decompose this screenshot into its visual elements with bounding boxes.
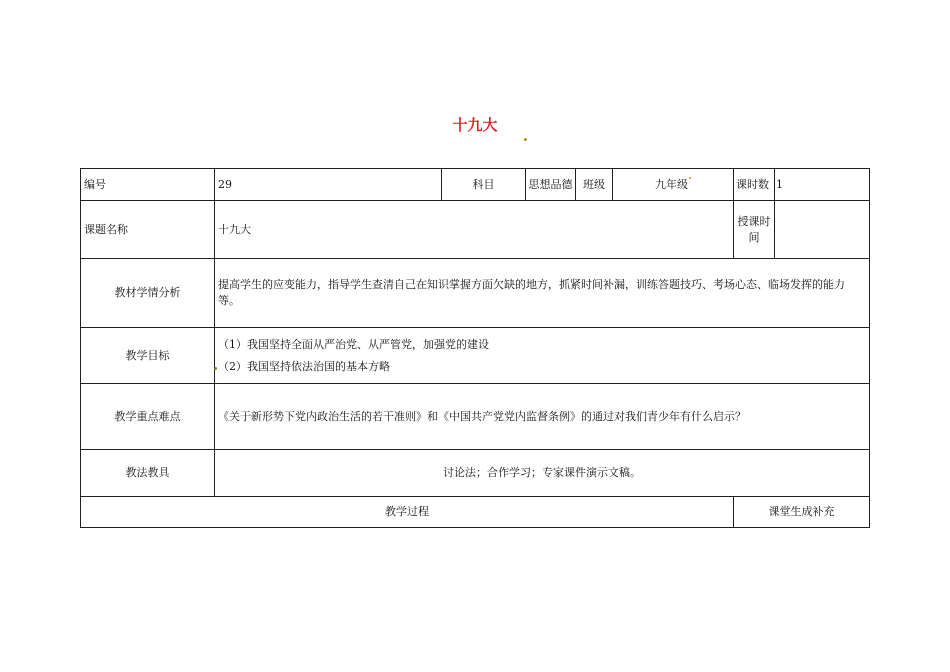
table-row (81, 497, 870, 528)
time-value (775, 201, 870, 259)
supplement-label: 课堂生成补充 (734, 497, 870, 528)
class-value: 九年级 (655, 177, 688, 191)
table-row (81, 201, 870, 259)
number-label: 编号 (81, 169, 215, 201)
process-label: 教学过程 (81, 497, 734, 528)
table-row (81, 328, 870, 384)
key-points-label: 教学重点难点 (81, 384, 215, 450)
goals-label: 教学目标 (81, 328, 215, 384)
table-row (81, 169, 870, 201)
decorative-dot (214, 367, 217, 370)
goal-item: （1）我国坚持全面从严治党、从严管党，加强党的建设 (218, 337, 489, 351)
goals-cell (215, 328, 870, 384)
subject-value: 思想品德 (526, 169, 576, 201)
time-label-cell (734, 201, 775, 259)
time-label-line2: 间 (748, 230, 760, 244)
subject-label: 科目 (442, 169, 526, 201)
topic-label: 课题名称 (81, 201, 215, 259)
hours-label: 课时数 (734, 169, 775, 201)
class-value-cell (613, 169, 734, 201)
decorative-dot (524, 138, 527, 141)
table-row (81, 384, 870, 450)
key-points-text: 《关于新形势下党内政治生活的若干准则》和《中国共产党党内监督条例》的通过对我们青少年有什么启示？ (215, 384, 870, 450)
goal-item: （2）我国坚持依法治国的基本方略 (218, 359, 390, 373)
page-title: 十九大 (452, 116, 498, 134)
class-label: 班级 (576, 169, 613, 201)
time-label-line1: 授课时 (737, 214, 771, 228)
table-row (81, 259, 870, 328)
methods-text: 讨论法；合作学习；专家课件演示文稿。 (215, 450, 870, 497)
lesson-plan-table (80, 168, 870, 528)
methods-label: 教法教具 (81, 450, 215, 497)
topic-value: 十九大 (215, 201, 734, 259)
decorative-dot (689, 177, 691, 179)
hours-value: 1 (775, 169, 870, 201)
number-value: 29 (215, 169, 442, 201)
analysis-text: 提高学生的应变能力，指导学生查清自己在知识掌握方面欠缺的地方，抓紧时间补漏，训练答题技巧、考场心态、临场发挥的能力等。 (215, 259, 870, 328)
table-row (81, 450, 870, 497)
analysis-label: 教材学情分析 (81, 259, 215, 328)
